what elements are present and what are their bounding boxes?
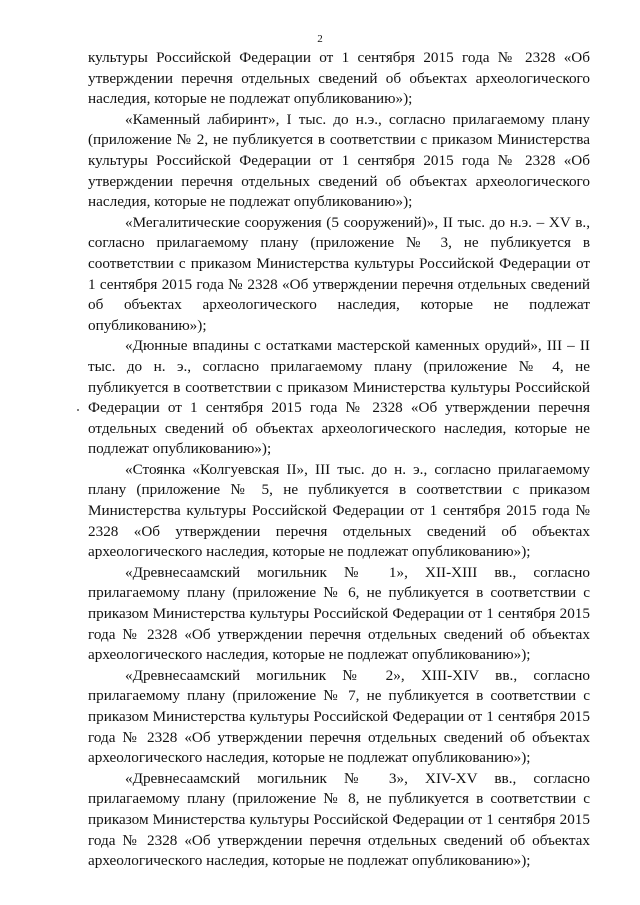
scan-speck bbox=[77, 409, 79, 411]
paragraph-mogilnik-3: «Древнесаамский могильник № 3», XIV-XV вв., согласно прилагаемому плану (приложение № 8, не публикуется в соответствии с приказом Министерства культуры Российской Федерации от 1 сентября 2015 года № 2328 «Об утверждении перечня отдельных сведений об объектах археологического наследия, которые не подлежат опубликованию»); bbox=[88, 769, 590, 870]
document-body bbox=[88, 48, 590, 872]
paragraph-mogilnik-1: «Древнесаамский могильник № 1», XII-XIII вв., согласно прилагаемому плану (приложение № 6, не публикуется в соответствии с приказом Министерства культуры Российской Федерации от 1 сентября 2015 года № 2328 «Об утверждении перечня отдельных сведений об объектах археологического наследия, которые не подлежат опубликованию»); bbox=[88, 563, 590, 664]
paragraph-stoyanka-kolguevskaya: «Стоянка «Колгуевская II», III тыс. до н. э., согласно прилагаемому плану (приложение № 5, не публикуется в соответствии с приказом Министерства культуры Российской Федерации от 1 сентября 2015 года № 2328 «Об утверждении перечня отдельных сведений об объектах археологического наследия, которые не подлежат опубликованию»); bbox=[88, 460, 590, 561]
page-number: 2 bbox=[317, 33, 323, 45]
paragraph-megaliticheskie-sooruzheniya: «Мегалитические сооружения (5 сооружений)», II тыс. до н.э. – XV в., согласно прилагаемому плану (приложение № 3, не публикуется в соответствии с приказом Министерства культуры Российской Федерации от 1 сентября 2015 года № 2328 «Об утверждении перечня отдельных сведений об объектах археологического наследия, которые не подлежат опубликованию»); bbox=[88, 213, 590, 334]
paragraph-continuation: культуры Российской Федерации от 1 сентября 2015 года № 2328 «Об утверждении перечня отдельных сведений об объектах археологического наследия, которые не подлежат опубликованию»); bbox=[88, 49, 590, 108]
paragraph-mogilnik-2: «Древнесаамский могильник № 2», XIII-XIV вв., согласно прилагаемому плану (приложение № 7, не публикуется в соответствии с приказом Министерства культуры Российской Федерации от 1 сентября 2015 года № 2328 «Об утверждении перечня отдельных сведений об объектах археологического наследия, которые не подлежат опубликованию»); bbox=[88, 666, 590, 767]
paragraph-kamenny-labirint: «Каменный лабиринт», I тыс. до н.э., согласно прилагаемому плану (приложение № 2, не публикуется в соответствии с приказом Министерства культуры Российской Федерации от 1 сентября 2015 года № 2328 «Об утверждении перечня отдельных сведений об объектах археологического наследия, которые не подлежат опубликованию»); bbox=[88, 110, 590, 211]
paragraph-dyunnye-vpadiny: «Дюнные впадины с остатками мастерской каменных орудий», III – II тыс. до н. э., согласно прилагаемому плану (приложение № 4, не публикуется в соответствии с приказом Министерства культуры Российской Федерации от 1 сентября 2015 года № 2328 «Об утверждении перечня отдельных сведений об объектах археологического наследия, которые не подлежат опубликованию»); bbox=[88, 337, 590, 458]
